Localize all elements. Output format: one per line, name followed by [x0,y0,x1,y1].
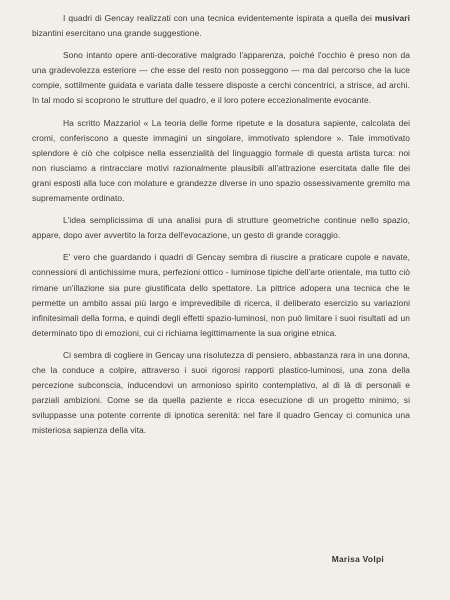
paragraph-text: L'idea semplicissima di una analisi pura di strutture geometriche continue nello spazio, appare, dopo aver avvertito la forza dell'evocazione, un gesto di grande coraggio. [32,215,410,241]
paragraph [32,348,410,439]
paragraph [32,11,410,41]
paragraph [32,250,410,341]
author-signature: Marisa Volpi [331,554,384,564]
paragraph-text: Ci sembra di cogliere in Gencay una risolutezza di pensiero, abbastanza rara in una donna, che la conduce a colpire, attraverso i suoi rigorosi rapporti plastico-luminosi, una zona della percezione subconscia, inducendovi un armonioso spirito contemplativo, al di là di personali e parziali ambizioni. Come se da quella paziente e ricca esecuzione di un progetto minimo, si sviluppasse una potente corrente di ipnotica serenità: nel fare il quadro Gencay ci comunica una misteriosa sapienza della vita. [32,349,410,436]
paragraph-text: Ha scritto Mazzariol « La teoria delle forme ripetute e la dosatura sapiente, calcolata dei cromi, conferiscono a queste immagini un singolare, immotivato splendore ». Tale immotivato splendore è ciò che colpisce nella essenzialità del linguaggio formale di questa artista turca: noi non riusciamo a rintracciare motivi razionalmente plausibili all'attrazione esercitata dalle file dei grani esposti alla luce con molature e grandezze diverse in uno spazio ossessivamente gremito ma supremamente ordinato. [32,117,410,204]
paragraph-text: Sono intanto opere anti-decorative malgrado l'apparenza, poiché l'occhio è preso non da una gradevolezza esteriore — che esse del resto non posseggono — ma dal percorso che la luce compie, sottilmente guidata e variata dalle tessere disposte a cerchi concentrici, a strisce, ad archi. In tal modo si scoprono le strutture del quadro, e il loro potere eccezionalmente evocante. [32,50,410,106]
paragraph [32,116,410,207]
paragraph-text: I quadri di Gencay realizzati con una tecnica evidentemente ispirata a quella dei [63,13,375,23]
article-body [32,11,410,438]
paragraph-text: E' vero che guardando i quadri di Gencay sembra di riuscire a praticare cupole e navate, connessioni di antichissime mura, perfezioni ottico - luminose tipiche dell'arte orientale, ma tutto ciò rimane un'illazione sia pure giustificata dello spettatore. La pittrice adopera una tecnica che le permette un ambito assai più largo e imprevedibile di ricerca, il deliberato esercizio su variazioni infinitesimali della forma, e quindi degli effetti spazio-luminosi, non può limitare i suoi risultati ad un determinato tipo di emozioni, cui ci richiama legittimamente la sua origine etnica. [32,252,410,338]
paragraph [32,48,410,108]
paragraph [32,213,410,243]
emphasized-text: musivari [374,13,410,23]
paragraph-text: bizantini esercitano una grande suggestione. [32,28,202,39]
